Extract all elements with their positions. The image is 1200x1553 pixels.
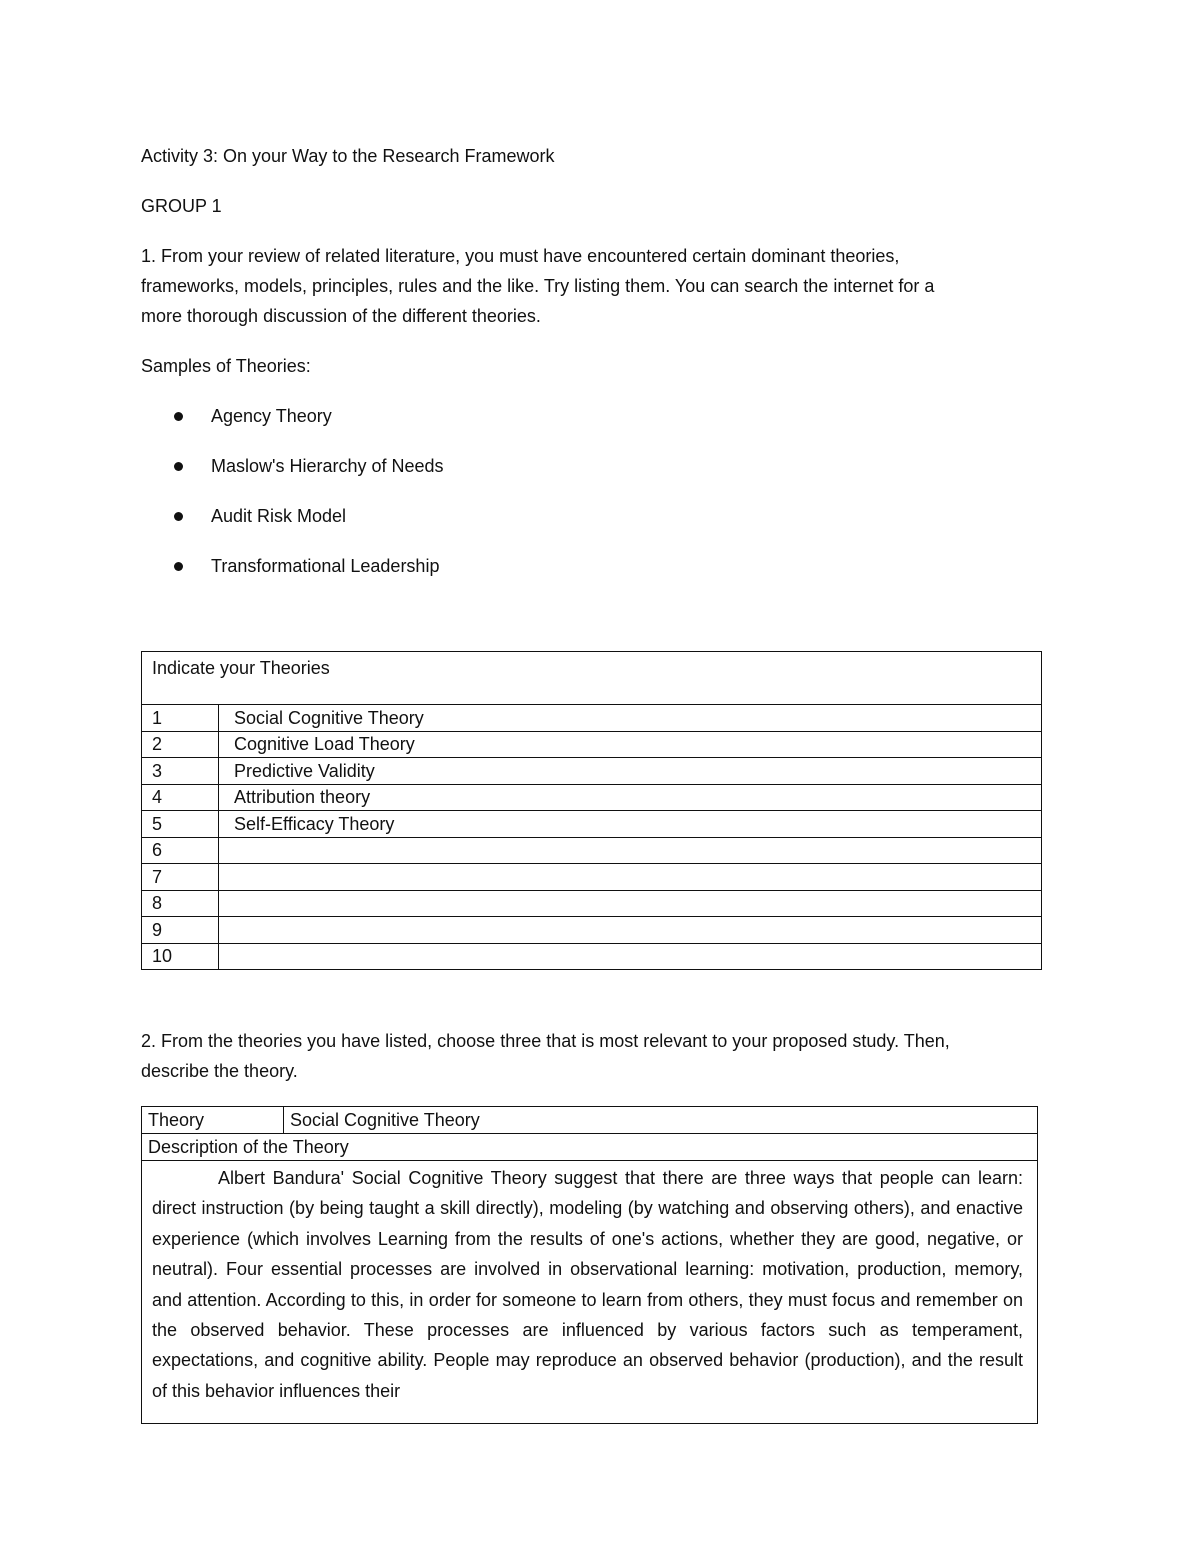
table-row	[142, 890, 1042, 917]
theory-cell[interactable]: Predictive Validity	[219, 758, 1042, 785]
description-label-cell: Description of the Theory	[142, 1134, 1038, 1161]
table-row	[142, 811, 1042, 838]
theory-label-cell: Theory	[142, 1107, 284, 1134]
table-row	[142, 1134, 1038, 1161]
table-row	[142, 758, 1042, 785]
question-1-line-2: frameworks, models, principles, rules and the like. Try listing them. You can search the internet for a	[141, 276, 935, 296]
table-row	[142, 705, 1042, 732]
row-number: 1	[142, 705, 219, 732]
theory-cell[interactable]: Attribution theory	[219, 784, 1042, 811]
table-row	[142, 1161, 1038, 1424]
question-1-line-1: 1. From your review of related literature, you must have encountered certain dominant theories,	[141, 246, 900, 266]
row-number: 7	[142, 864, 219, 891]
sample-label: Maslow's Hierarchy of Needs	[211, 456, 444, 476]
bullet-icon	[174, 512, 183, 521]
table-row	[142, 943, 1042, 970]
theory-cell[interactable]	[219, 890, 1042, 917]
description-text-cell[interactable]: Albert Bandura' Social Cognitive Theory suggest that there are three ways that people can learn: direct instruction (by being taught a skill directly), modeling (by watching and observing others), and enactive experience (which involves Learning from the results of one's actions, whether they are good, negative, or neutral). Four essential processes are involved in observational learning: motivation, production, memory, and attention. According to this, in order for someone to learn from others, they must focus and remember on the observed behavior. These processes are influenced by various factors such as temperament, expectations, and cognitive ability. People may reproduce an observed behavior (production), and the result of this behavior influences their	[142, 1161, 1038, 1424]
theory-cell[interactable]	[219, 864, 1042, 891]
theories-table-header: Indicate your Theories	[142, 652, 1042, 705]
activity-title: Activity 3: On your Way to the Research Framework	[141, 146, 555, 166]
row-number: 10	[142, 943, 219, 970]
table-row	[142, 784, 1042, 811]
bullet-icon	[174, 412, 183, 421]
theory-value-cell[interactable]: Social Cognitive Theory	[284, 1107, 1038, 1134]
row-number: 2	[142, 731, 219, 758]
row-number: 4	[142, 784, 219, 811]
sample-label: Agency Theory	[211, 406, 332, 426]
sample-label: Audit Risk Model	[211, 506, 347, 526]
theory-cell[interactable]	[219, 837, 1042, 864]
description-table	[141, 1106, 1038, 1424]
table-row	[142, 731, 1042, 758]
row-number: 9	[142, 917, 219, 944]
table-row	[142, 837, 1042, 864]
theory-cell[interactable]: Social Cognitive Theory	[219, 705, 1042, 732]
row-number: 6	[142, 837, 219, 864]
theories-table	[141, 651, 1042, 970]
row-number: 8	[142, 890, 219, 917]
bullet-icon	[174, 562, 183, 571]
question-1-line-3: more thorough discussion of the different theories.	[141, 306, 541, 326]
question-2-line-2: describe the theory.	[141, 1061, 298, 1081]
row-number: 3	[142, 758, 219, 785]
theory-cell[interactable]	[219, 943, 1042, 970]
sample-label: Transformational Leadership	[211, 556, 440, 576]
bullet-icon	[174, 462, 183, 471]
theory-cell[interactable]: Cognitive Load Theory	[219, 731, 1042, 758]
row-number: 5	[142, 811, 219, 838]
theory-cell[interactable]	[219, 917, 1042, 944]
samples-heading: Samples of Theories:	[141, 356, 311, 376]
table-row	[142, 864, 1042, 891]
table-row	[142, 1107, 1038, 1134]
question-2-line-1: 2. From the theories you have listed, choose three that is most relevant to your proposed study. Then,	[141, 1031, 950, 1051]
table-header-row	[142, 652, 1042, 705]
table-row	[142, 917, 1042, 944]
group-label: GROUP 1	[141, 196, 222, 216]
theory-cell[interactable]: Self-Efficacy Theory	[219, 811, 1042, 838]
